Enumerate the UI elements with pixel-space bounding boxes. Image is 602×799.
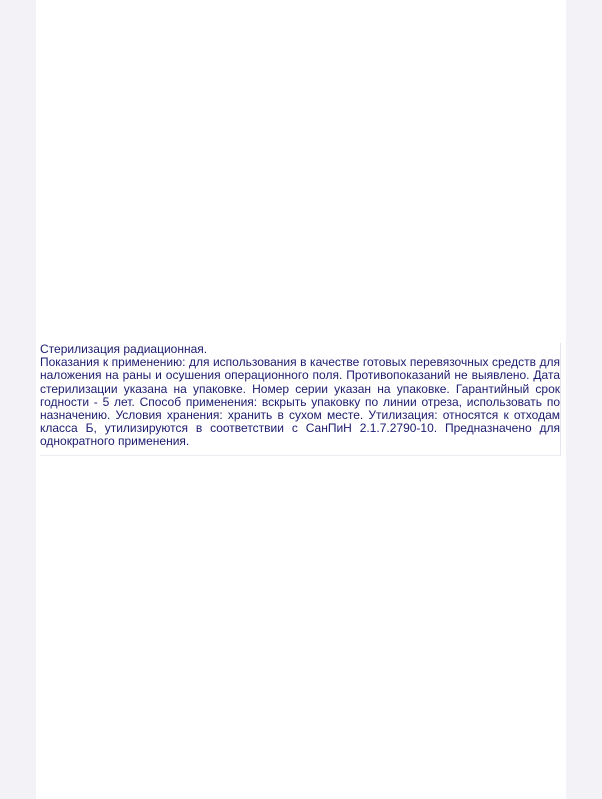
text-line: Показания к применению: для использования в качестве готовых перевязочных средств для xyxy=(40,355,560,370)
text-line: годности - 5 лет. Способ применения: вскрыть упаковку по линии отреза, использовать по xyxy=(40,394,560,409)
text-line: назначению. Условия хранения: хранить в сухом месте. Утилизация: относятся к отходам xyxy=(40,408,560,423)
instruction-text-block xyxy=(40,343,561,456)
text-line: наложения на раны и осушения операционного поля. Противопоказаний не выявлено. Дата xyxy=(40,368,560,383)
document-page xyxy=(36,0,566,799)
text-line: стерилизации указана на упаковке. Номер серии указан на упаковке. Гарантийный срок xyxy=(40,381,560,396)
text-line: класса Б, утилизируются в соответствии с СанПиН 2.1.7.2790-10. Предназначено для xyxy=(40,421,560,436)
text-line: однократного применения. xyxy=(40,434,190,449)
text-line: Стерилизация радиационная. xyxy=(40,342,208,356)
